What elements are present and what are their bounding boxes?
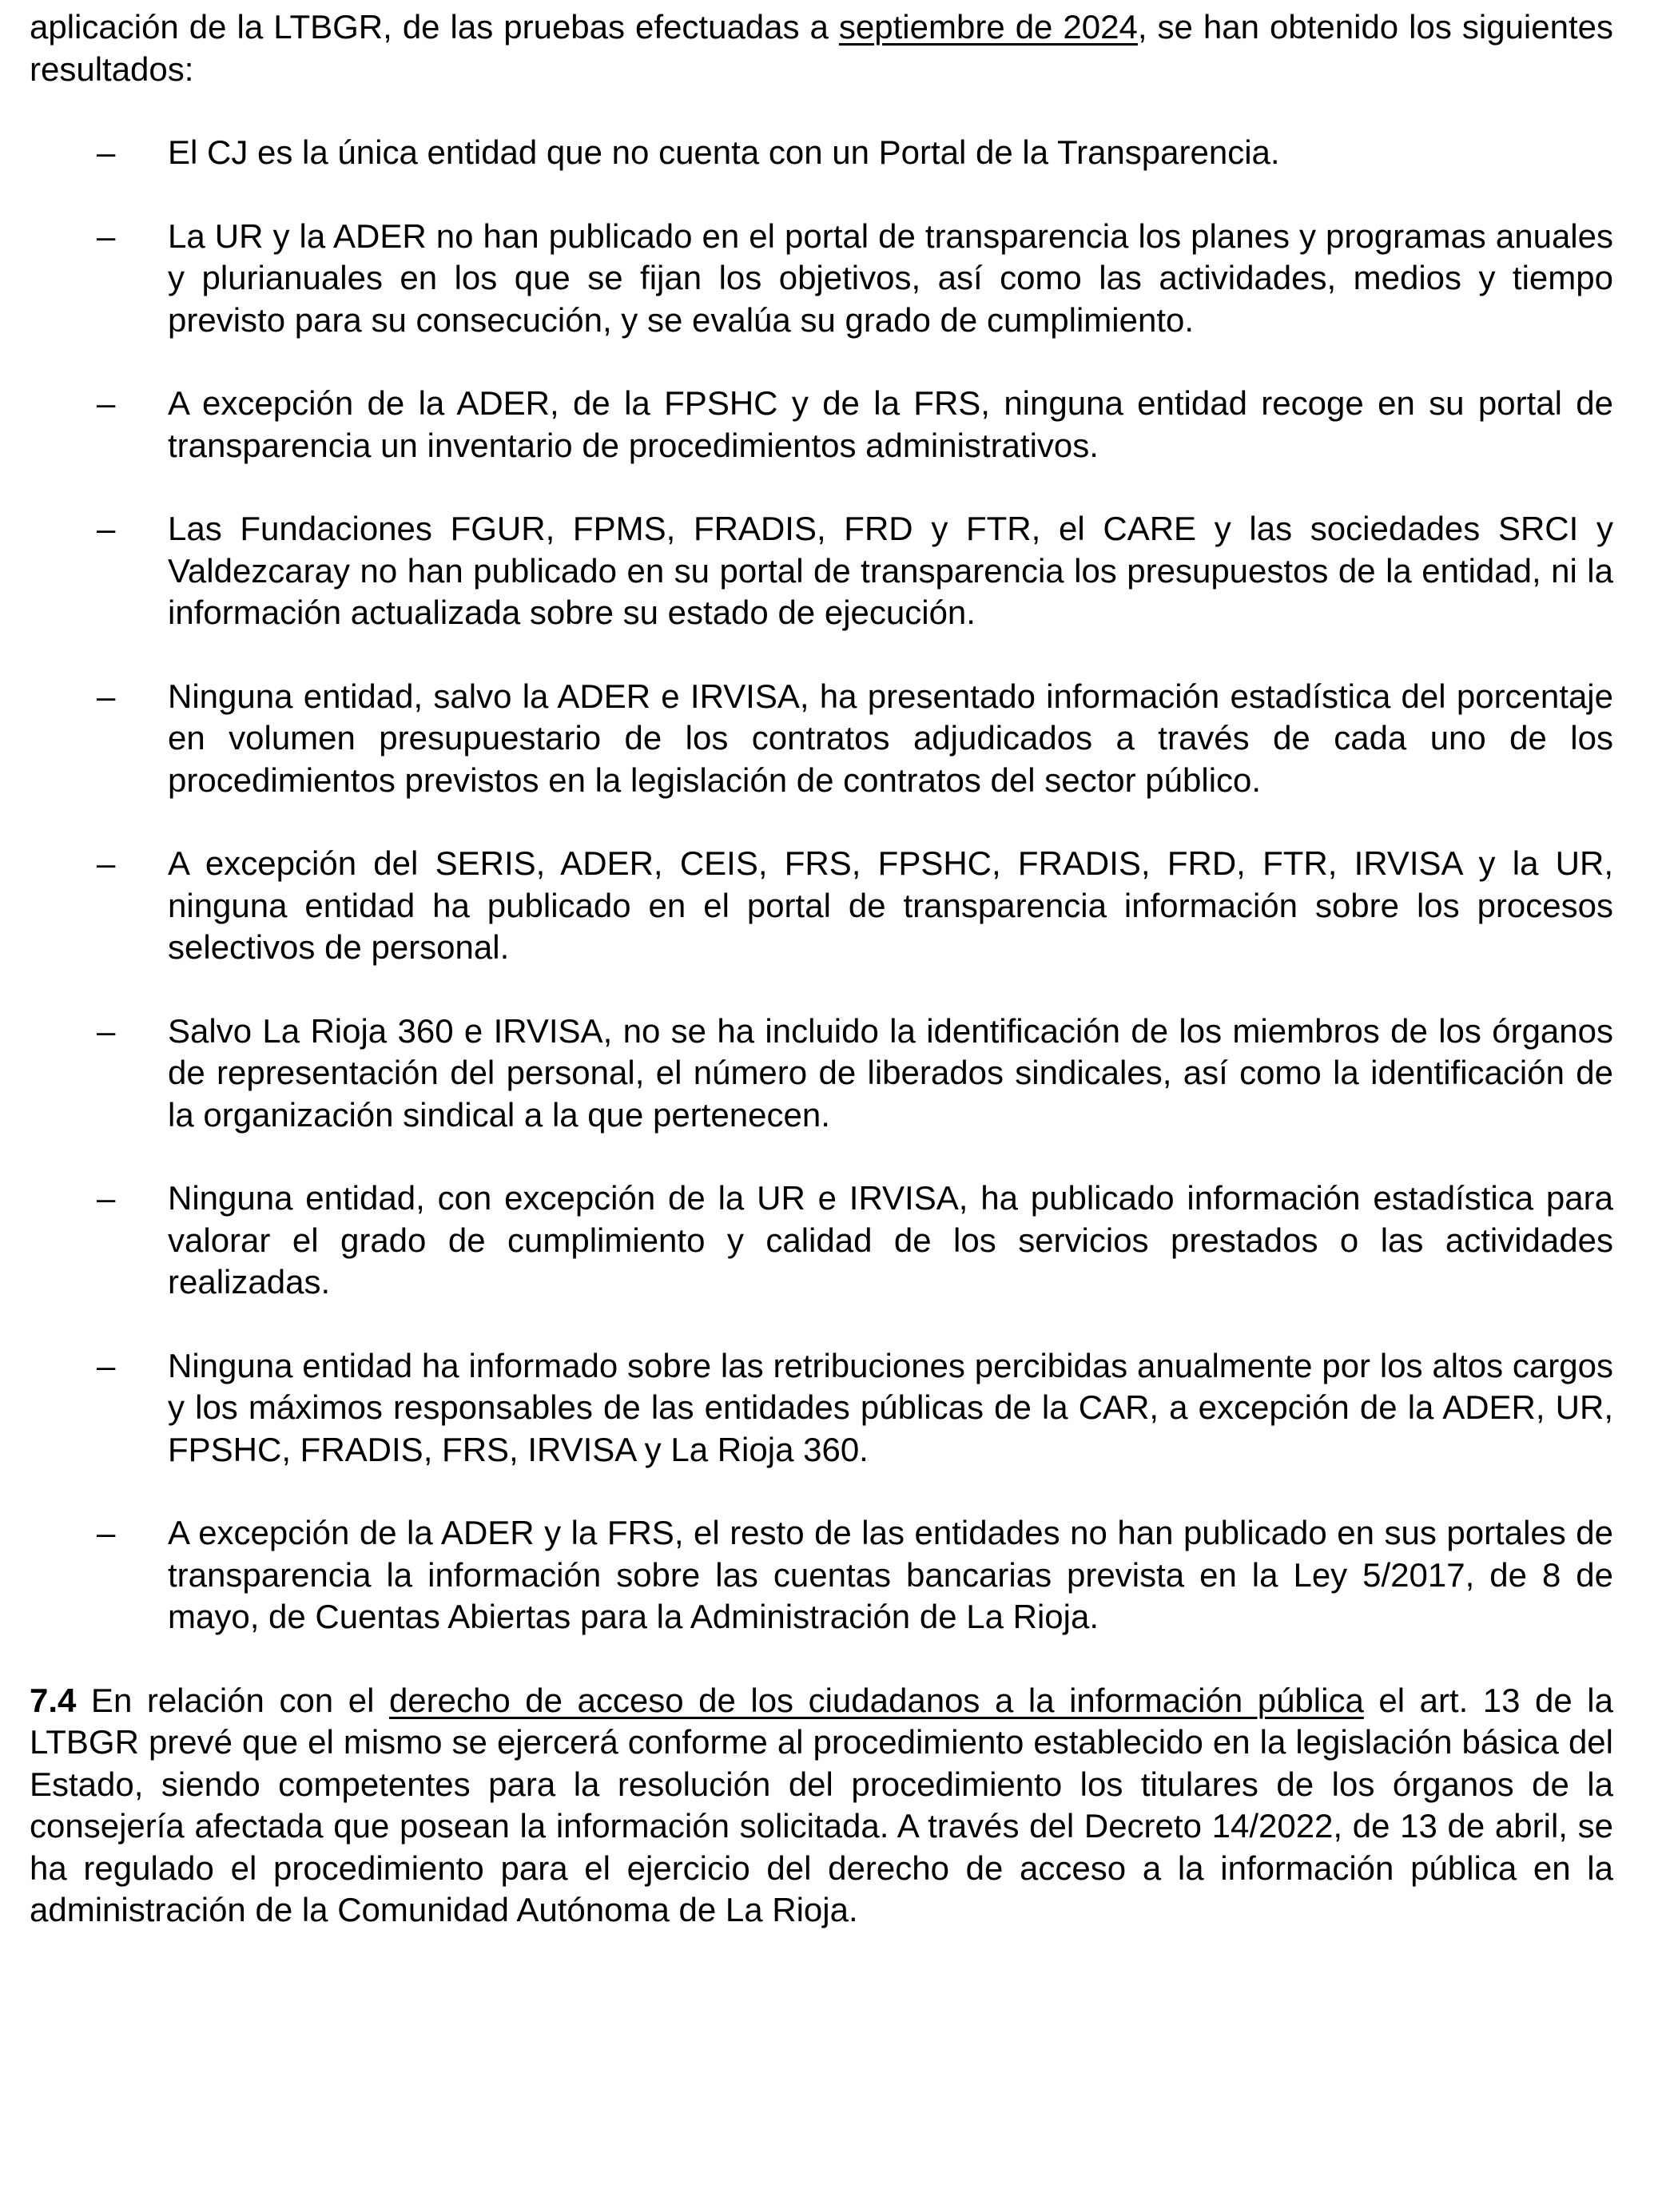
list-item-text: La UR y la ADER no han publicado en el portal de transparencia los planes y programas anuales y plurianuales en los que se fijan los objetivos, así como las actividades, medios y tiempo previsto para su consecución, y se evalúa su grado de cumplimiento. xyxy=(168,216,1613,339)
list-item xyxy=(30,1177,1613,1304)
section-underlined-phrase: derecho de acceso de los ciudadanos a la información pública xyxy=(388,1681,1364,1719)
list-item xyxy=(30,1011,1613,1137)
list-item-text: El CJ es la única entidad que no cuenta con un Portal de la Transparencia. xyxy=(168,133,1280,171)
dash-bullet-icon: – xyxy=(97,1346,116,1384)
document-page xyxy=(30,6,1613,1932)
list-item xyxy=(30,843,1613,969)
dash-bullet-icon: – xyxy=(97,1514,116,1551)
list-item-text: Ninguna entidad, salvo la ADER e IRVISA, ha presentado información estadística del porcentaje en volumen presupuestario de los contratos adjudicados a través de cada uno de los procedimientos previstos en la legislación de contratos del sector público. xyxy=(168,677,1613,799)
dash-bullet-icon: – xyxy=(97,216,116,255)
dash-bullet-icon: – xyxy=(97,384,116,422)
dash-bullet-icon: – xyxy=(97,1011,116,1050)
section-7-4-paragraph xyxy=(30,1680,1613,1932)
section-number: 7.4 xyxy=(30,1681,77,1719)
list-item xyxy=(30,216,1613,342)
list-item xyxy=(30,1512,1613,1638)
list-item-text: A excepción de la ADER y la FRS, el resto de las entidades no han publicado en sus portales de transparencia la información sobre las cuentas bancarias prevista en la Ley 5/2017, de 8 de mayo, de Cuentas Abiertas para la Administración de La Rioja. xyxy=(168,1514,1613,1635)
list-item xyxy=(30,383,1613,467)
results-list xyxy=(30,132,1613,1638)
intro-date-underlined: septiembre de 2024 xyxy=(838,8,1138,46)
list-item xyxy=(30,508,1613,634)
list-item-text: A excepción del SERIS, ADER, CEIS, FRS, FPSHC, FRADIS, FRD, FTR, IRVISA y la UR, ninguna entidad ha publicado en el portal de transparencia información sobre los procesos selectivos de personal. xyxy=(168,844,1613,966)
dash-bullet-icon: – xyxy=(97,1179,116,1217)
dash-bullet-icon: – xyxy=(97,133,116,171)
section-text-after: el art. 13 de la LTBGR prevé que el mismo se ejercerá conforme al procedimiento establecido en la legislación básica del Estado, siendo competentes para la resolución del procedimiento los titulares de los órganos de la consejería afectada que posean la información solicitada. A través del Decreto 14/2022, de 13 de abril, se ha regulado el procedimiento para el ejercicio del derecho de acceso a la información pública en la administración de la Comunidad Autónoma de La Rioja. xyxy=(30,1681,1614,1928)
list-item xyxy=(30,132,1613,174)
section-text-before: En relación con el xyxy=(76,1681,389,1719)
intro-text-before: aplicación de la LTBGR, de las pruebas efectuadas a xyxy=(30,8,839,46)
dash-bullet-icon: – xyxy=(97,510,116,547)
list-item-text: Las Fundaciones FGUR, FPMS, FRADIS, FRD y FTR, el CARE y las sociedades SRCI y Valdezcaray no han publicado en su portal de transparencia los presupuestos de la entidad, ni la información actualizada sobre su estado de ejecución. xyxy=(168,510,1613,631)
list-item-text: Salvo La Rioja 360 e IRVISA, no se ha incluido la identificación de los miembros de los órganos de representación del personal, el número de liberados sindicales, así como la identificación de la organización sindical a la que pertenecen. xyxy=(168,1011,1613,1134)
list-item-text: A excepción de la ADER, de la FPSHC y de la FRS, ninguna entidad recoge en su portal de transparencia un inventario de procedimientos administrativos. xyxy=(168,384,1613,464)
list-item-text: Ninguna entidad, con excepción de la UR e IRVISA, ha publicado información estadística para valorar el grado de cumplimiento y calidad de los servicios prestados o las actividades realizadas. xyxy=(168,1179,1613,1301)
list-item-text: Ninguna entidad ha informado sobre las retribuciones percibidas anualmente por los altos cargos y los máximos responsables de las entidades públicas de la CAR, a excepción de la ADER, UR, FPSHC, FRADIS, FRS, IRVISA y La Rioja 360. xyxy=(168,1346,1613,1468)
list-item xyxy=(30,1345,1613,1471)
intro-paragraph xyxy=(30,6,1613,90)
list-item xyxy=(30,676,1613,802)
intro-text-after: , se han obtenido los siguientes resultados: xyxy=(30,8,1613,88)
dash-bullet-icon: – xyxy=(97,677,116,715)
dash-bullet-icon: – xyxy=(97,844,116,882)
